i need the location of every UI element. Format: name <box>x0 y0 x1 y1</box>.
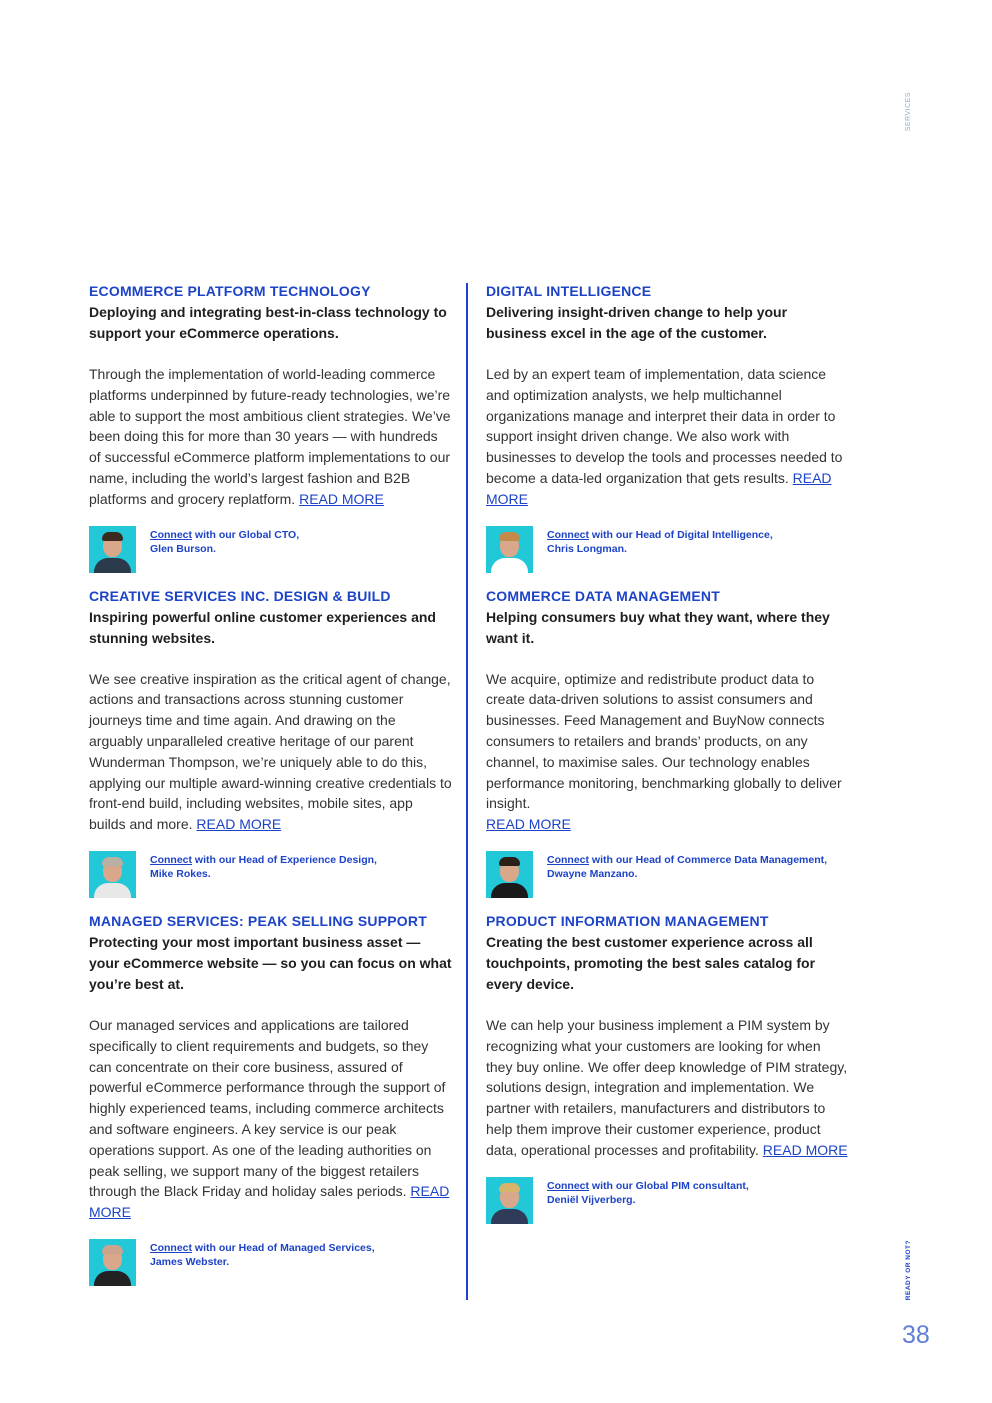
contact-text <box>547 1179 749 1207</box>
section-lead: Delivering insight-driven change to help your business excel in the age of the customer. <box>486 304 788 341</box>
section-body <box>486 364 850 510</box>
section-title: ECOMMERCE PLATFORM TECHNOLOGY <box>89 283 371 299</box>
contact-card <box>89 851 453 898</box>
body-text: We can help your business implement a PIM system by recognizing what your customers are looking for when they buy online. We offer deep knowledge of PIM strategy, solutions design, integration and implementation. We partner with retailers, manufacturers and distributors to help them improve their customer experience, product data, operational processes and profitability. <box>486 1016 848 1158</box>
left-column <box>89 282 453 1300</box>
connect-link[interactable]: Connect <box>150 853 192 866</box>
contact-text <box>150 528 299 556</box>
avatar <box>89 851 136 898</box>
connect-link[interactable]: Connect <box>547 1179 589 1192</box>
contact-role: with our Head of Managed Services, <box>192 1241 375 1254</box>
service-section-digital-intelligence <box>486 282 850 573</box>
avatar <box>486 526 533 573</box>
section-title: MANAGED SERVICES: PEAK SELLING SUPPORT <box>89 912 427 929</box>
page-number: 38 <box>902 1321 930 1349</box>
publication-side-label: READY OR NOT? <box>905 1240 912 1301</box>
contact-card <box>89 1239 453 1286</box>
connect-link[interactable]: Connect <box>547 528 589 541</box>
section-title: PRODUCT INFORMATION MANAGEMENT <box>486 912 769 929</box>
avatar <box>486 851 533 898</box>
avatar <box>89 526 136 573</box>
section-title: CREATIVE SERVICES INC. DESIGN & BUILD <box>89 587 391 604</box>
contact-text <box>547 853 827 881</box>
contact-role: with our Head of Experience Design, <box>192 853 377 866</box>
section-body <box>89 1015 453 1223</box>
contact-card <box>89 526 453 573</box>
read-more-link[interactable]: READ MORE <box>486 816 571 833</box>
contact-role: with our Head of Commerce Data Management, <box>589 853 828 866</box>
service-section-managed-services <box>89 912 453 1286</box>
read-more-link[interactable]: READ MORE <box>196 816 282 833</box>
contact-card <box>486 851 850 898</box>
body-text: Our managed services and applications are tailored specifically to client requirements and budgets, so they can concentrate on their core business, assured of powerful eCommerce performance through the support of highly experienced teams, including commerce architects and software engineers. A key service is our peak operations support. As one of the leading authorities on peak selling, we support many of the biggest retailers through the Black Friday and holiday sales periods. <box>89 1016 446 1200</box>
contact-name: Chris Longman. <box>547 542 627 555</box>
avatar <box>486 1177 533 1224</box>
section-side-label: SERVICES <box>905 92 912 132</box>
contact-name: Dwayne Manzano. <box>547 867 638 880</box>
contact-name: Deniël Vijverberg. <box>547 1193 636 1206</box>
section-body <box>89 669 453 835</box>
read-more-link[interactable]: READ MORE <box>89 1183 450 1221</box>
section-title: DIGITAL INTELLIGENCE <box>486 283 652 299</box>
contact-text <box>150 853 377 881</box>
body-text: Led by an expert team of implementation, data science and optimization analysts, we help multichannel organizations manage and interpret their data in order to support insight driven change. We also work with businesses to develop the tools and processes needed to become a data-led organization that gets results. <box>486 366 843 486</box>
right-column <box>486 282 850 1238</box>
service-section-commerce-data-management <box>486 587 850 898</box>
contact-role: with our Global CTO, <box>192 528 300 541</box>
contact-text <box>150 1241 375 1269</box>
avatar <box>89 1239 136 1286</box>
section-lead: Inspiring powerful online customer experiences and stunning websites. <box>89 608 436 646</box>
connect-link[interactable]: Connect <box>150 1241 192 1254</box>
contact-card <box>486 1177 850 1224</box>
column-divider <box>466 283 468 1300</box>
section-title: COMMERCE DATA MANAGEMENT <box>486 587 720 604</box>
contact-name: Mike Rokes. <box>150 867 211 880</box>
section-lead: Helping consumers buy what they want, where they want it. <box>486 608 830 646</box>
read-more-link[interactable]: READ MORE <box>486 469 832 507</box>
service-section-product-information-management <box>486 912 850 1224</box>
section-body <box>486 669 850 835</box>
read-more-link[interactable]: READ MORE <box>762 1141 848 1158</box>
body-text: Through the implementation of world-leading commerce platforms underpinned by future-ready technologies, we’re able to support the most ambitious client strategies. We’ve been doing this for more than 30 years — with hundreds of successful eCommerce platform implementations to our name, including the world’s largest fashion and B2B platforms and grocery replatform. <box>89 366 451 507</box>
service-section-creative-services <box>89 587 453 898</box>
section-body <box>486 1015 850 1161</box>
contact-text <box>547 528 773 556</box>
section-lead: Protecting your most important business asset — your eCommerce website — so you can focus on what you’re best at. <box>89 933 452 992</box>
body-text: We acquire, optimize and redistribute product data to create data-driven solutions to assist consumers and businesses. Feed Management and BuyNow connects consumers to retailers and brands’ products, on any channel, to maximise sales. Our technology enables performance monitoring, benchmarking globally to deliver insight. <box>486 670 842 812</box>
section-lead: Deploying and integrating best-in-class technology to support your eCommerce operations. <box>89 304 447 341</box>
connect-link[interactable]: Connect <box>150 528 192 541</box>
contact-card <box>486 526 850 573</box>
contact-role: with our Head of Digital Intelligence, <box>589 528 773 541</box>
section-body <box>89 364 453 510</box>
contact-role: with our Global PIM consultant, <box>589 1179 749 1192</box>
contact-name: Glen Burson. <box>150 542 216 555</box>
service-section-ecommerce-platform <box>89 282 453 573</box>
body-text: We see creative inspiration as the critical agent of change, actions and transactions across stunning customer journeys time and time again. And drawing on the arguably unparalleled creative heritage of our parent Wunderman Thompson, we’re uniquely able to do this, applying our multiple award-winning creative credentials to front-end build, including websites, mobile sites, app builds and more. <box>89 670 452 833</box>
section-lead: Creating the best customer experience across all touchpoints, promoting the best sales catalog for every device. <box>486 933 816 992</box>
connect-link[interactable]: Connect <box>547 853 589 866</box>
read-more-link[interactable]: READ MORE <box>299 490 384 507</box>
contact-name: James Webster. <box>150 1255 230 1268</box>
